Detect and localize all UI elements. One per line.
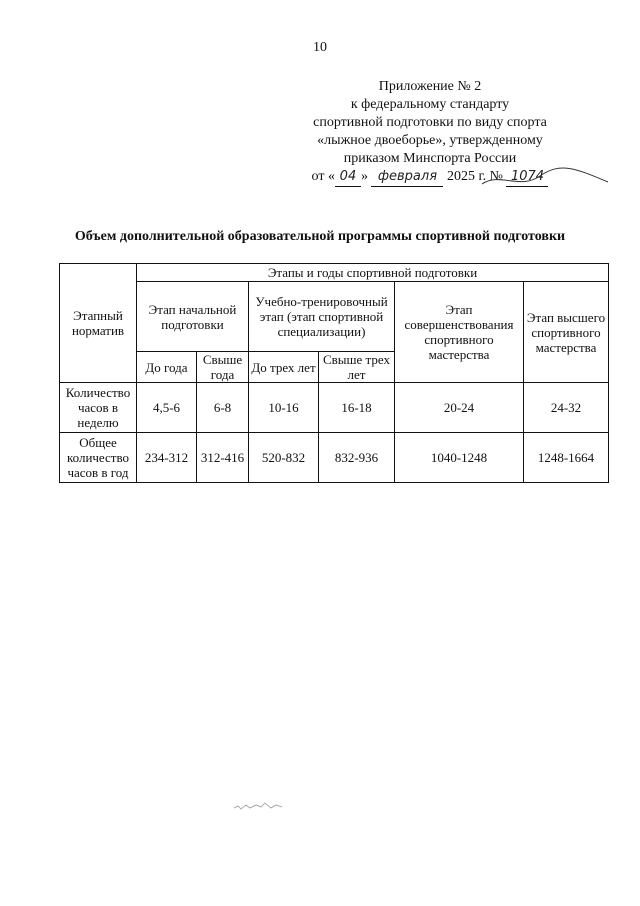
date-year-label: 2025 г. № [446,169,503,184]
subheader-over-year: Свыше года [197,352,249,383]
table-cell: 312-416 [197,433,249,483]
subheader-up-to-year: До года [137,352,197,383]
appendix-line-discipline: «лыжное двоеборье», утвержденному [317,133,543,148]
stage-initial-header: Этап начальной подготовки [137,282,249,352]
stage-improvement-header: Этап совершенствования спортивного мастерства [395,282,524,383]
stage-training-header: Учебно-тренировочный этап (этап спортивной специализации) [249,282,395,352]
table-cell: 4,5-6 [137,383,197,433]
subheader-up-to-three-years: До трех лет [249,352,319,383]
table-row [60,383,609,433]
appendix-line-sport: спортивной подготовки по виду спорта [313,115,547,130]
table-cell: 1248-1664 [524,433,609,483]
order-date-line [280,168,580,187]
table-cell: 520-832 [249,433,319,483]
date-month-handwritten: февраля [371,168,443,187]
table-row [60,433,609,483]
corner-header: Этапный норматив [60,264,137,383]
table-header-row [60,264,609,282]
table-cell: 24-32 [524,383,609,433]
table-cell: 10-16 [249,383,319,433]
group-header: Этапы и годы спортивной подготовки [137,264,609,282]
table-cell: 1040-1248 [395,433,524,483]
date-prefix: от « [311,169,335,184]
appendix-header [280,78,580,187]
stage-header-row [60,282,609,352]
page-number: 10 [313,40,327,55]
appendix-line-order: приказом Минспорта России [343,151,517,166]
document-title: Объем дополнительной образовательной программы спортивной подготовки [74,229,566,244]
row-label-yearly-hours: Общее количество часов в год [60,433,137,483]
table-cell: 16-18 [319,383,395,433]
stage-highest-header: Этап высшего спортивного мастерства [524,282,609,383]
table-cell: 6-8 [197,383,249,433]
table-cell: 832-936 [319,433,395,483]
appendix-line-standard: к федеральному стандарту [350,97,510,112]
table-cell: 20-24 [395,383,524,433]
subheader-over-three-years: Свыше трех лет [319,352,395,383]
date-quote-close: » [360,169,368,184]
order-number-handwritten: 1074 [506,168,548,187]
date-day-handwritten: 04 [335,168,361,187]
appendix-title: Приложение № 2 [378,79,482,94]
standards-table [59,263,609,483]
table-cell: 234-312 [137,433,197,483]
scan-mark-icon [232,798,312,812]
row-label-weekly-hours: Количество часов в неделю [60,383,137,433]
